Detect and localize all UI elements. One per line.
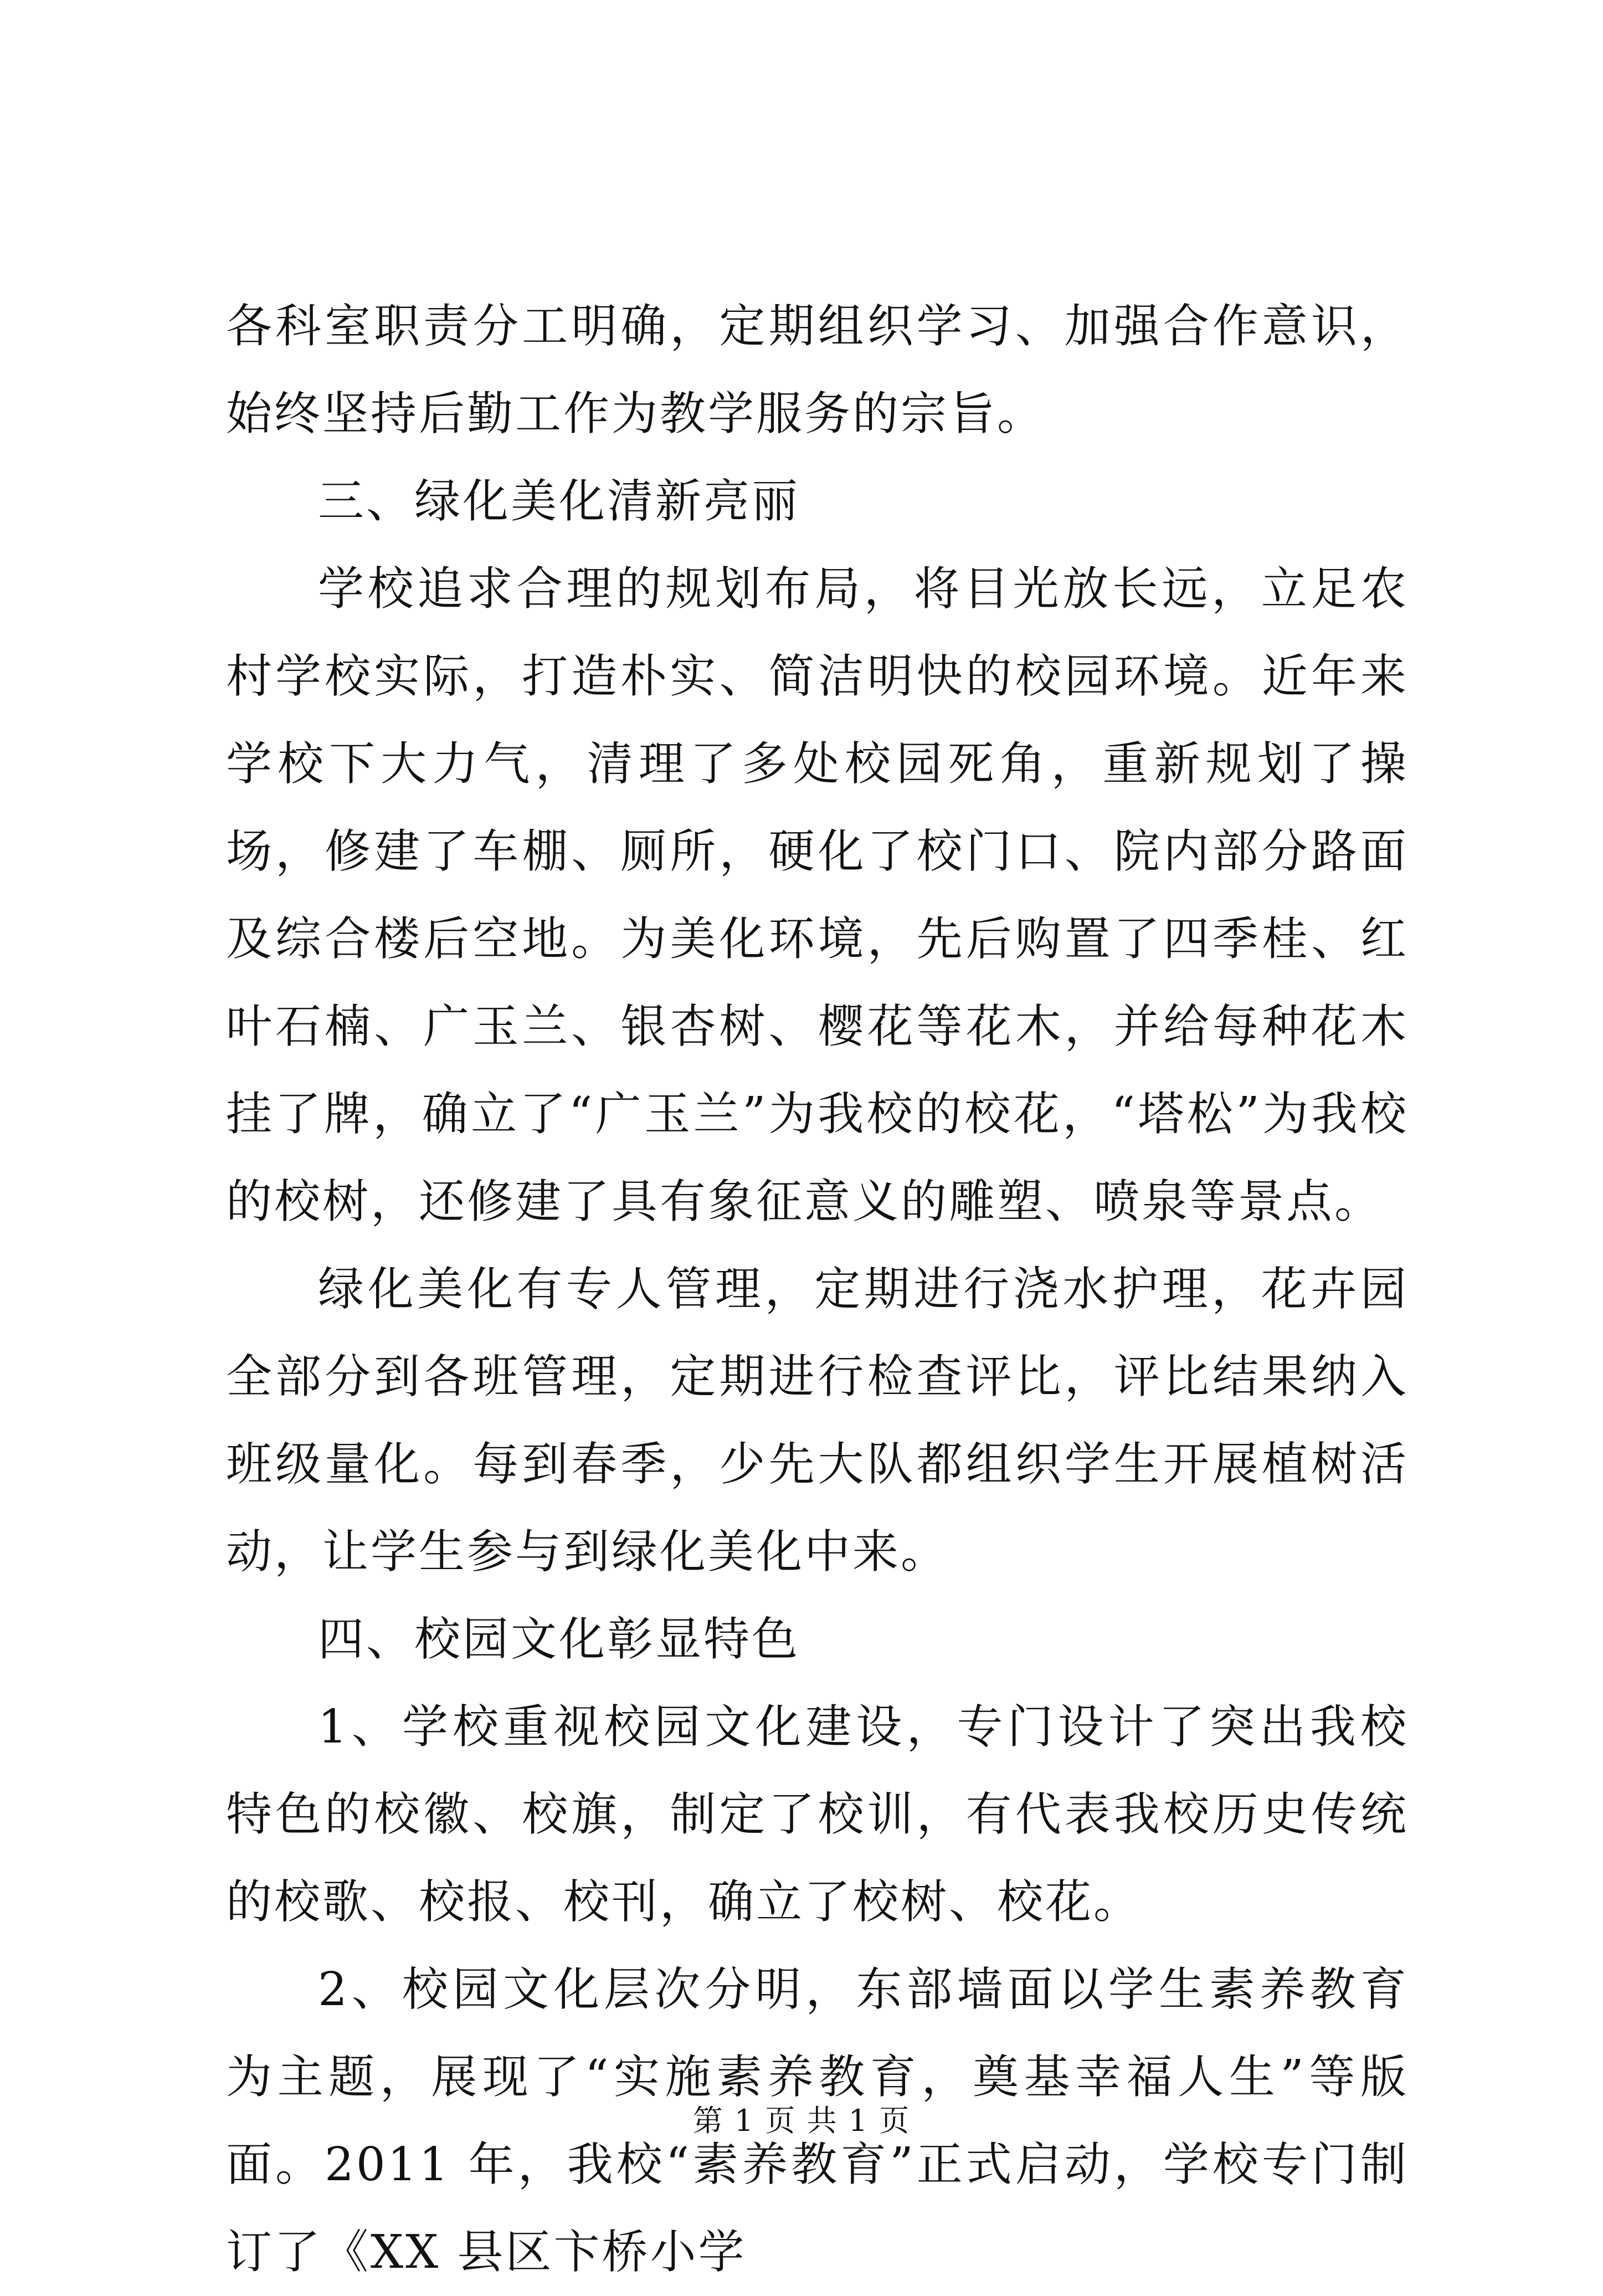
page-footer: 第 1 页 共 1 页 — [692, 2103, 911, 2138]
paragraph-greening-management: 绿化美化有专人管理，定期进行浇水护理，花卉园全部分到各班管理，定期进行检查评比，评比结果纳入班级量化。每到春季，少先大队都组织学生开展植树活动，让学生参与到绿化美化中来。 — [226, 1262, 1409, 1578]
section-heading-greening: 三、绿化美化清新亮丽 — [318, 474, 800, 528]
paragraph-campus-planning: 学校追求合理的规划布局，将目光放长远，立足农村学校实际，打造朴实、简洁明快的校园环境。近年来学校下大力气，清理了多处校园死角，重新规划了操场，修建了车棚、厕所，硬化了校门口、院内部分路面及综合楼后空地。为美化环境，先后购置了四季桂、红叶石楠、广玉兰、银杏树、樱花等花木，并给每种花木挂了牌，确立了“广玉兰”为我校的校花，“塔松”为我校的校树，还修建了具有象征意义的雕塑、喷泉等景点。 — [226, 562, 1409, 1228]
paragraph-culture-item-2: 2、校园文化层次分明，东部墙面以学生素养教育为主题，展现了“实施素养教育，奠基幸福人生”等版面。2011 年，我校“素养教育”正式启动，学校专门制订了《XX 县区卞桥小学 — [226, 1962, 1409, 2279]
paragraph-continuation: 各科室职责分工明确，定期组织学习、加强合作意识，始终坚持后勤工作为教学服务的宗旨。 — [226, 299, 1409, 440]
section-heading-campus-culture: 四、校园文化彰显特色 — [318, 1612, 800, 1666]
paragraph-culture-item-1: 1、学校重视校园文化建设，专门设计了突出我校特色的校徽、校旗，制定了校训，有代表我校历史传统的校歌、校报、校刊，确立了校树、校花。 — [226, 1700, 1409, 1929]
document-body — [226, 283, 1409, 2296]
